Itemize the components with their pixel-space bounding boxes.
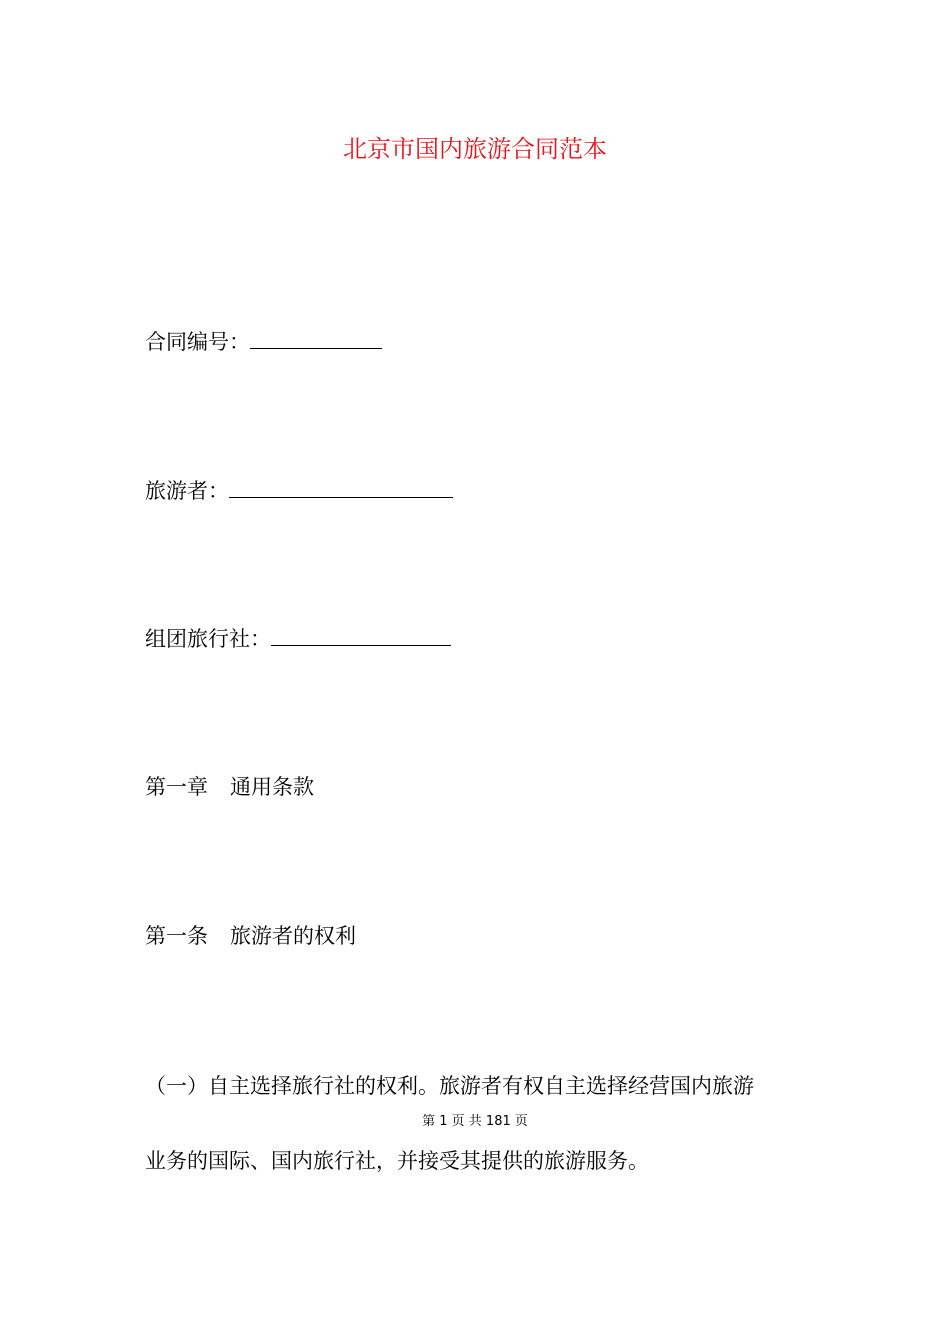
article-heading <box>145 921 356 951</box>
agency-row <box>145 623 451 654</box>
chapter-name: 通用条款 <box>230 775 314 799</box>
document-title: 北京市国内旅游合同范本 <box>343 135 607 163</box>
chapter-number: 第一章 <box>145 775 208 799</box>
traveler-label: 旅游者： <box>145 479 229 503</box>
contract-number-row <box>145 326 382 357</box>
traveler-row <box>145 475 453 506</box>
paragraph-line-1: （一）自主选择旅行社的权利。旅游者有权自主选择经营国内旅游 <box>145 1074 754 1098</box>
article-name: 旅游者的权利 <box>230 924 356 948</box>
contract-number-blank <box>250 326 382 349</box>
paragraph-line-2: 业务的国际、国内旅行社，并接受其提供的旅游服务。 <box>145 1149 649 1173</box>
traveler-blank <box>229 475 453 498</box>
contract-number-label: 合同编号： <box>145 330 250 354</box>
chapter-heading <box>145 772 314 802</box>
agency-blank <box>271 623 451 646</box>
page-footer: 第 1 页 共 181 页 <box>422 1114 528 1129</box>
article-number: 第一条 <box>145 924 208 948</box>
agency-label: 组团旅行社： <box>145 627 271 651</box>
